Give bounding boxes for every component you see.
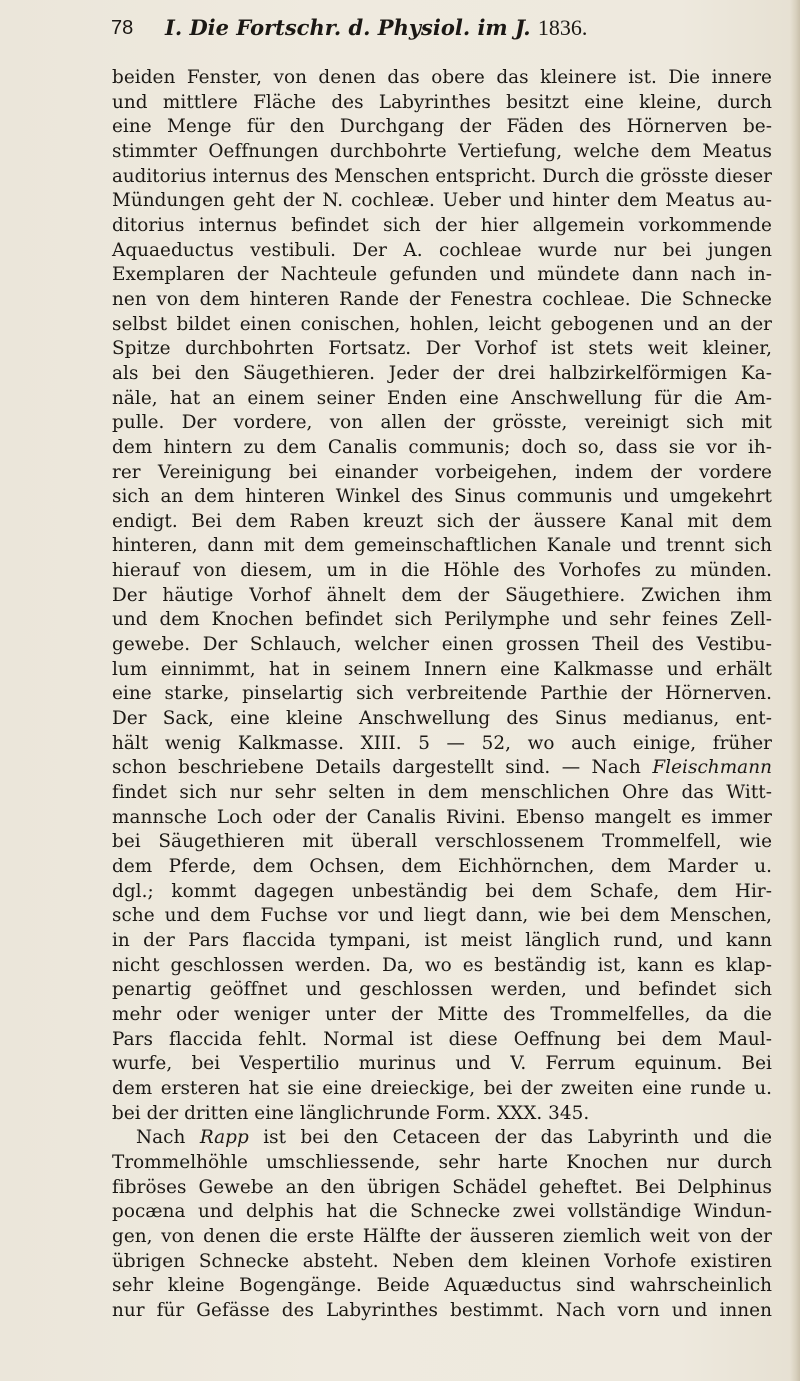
text-line: näle, hat an einem seiner Enden eine Anschwellung für die Am- — [112, 387, 772, 409]
text-line: beiden Fenster, von denen das obere das kleinere ist. Die innere — [112, 67, 772, 88]
text-line: wurfe, bei Vespertilio murinus und V. Ferrum equinum. Bei — [112, 1053, 772, 1075]
text-line: gen, von denen die erste Hälfte der äusseren ziemlich weit von der — [112, 1225, 772, 1247]
text-line: bei Säugethieren mit überall verschlossenem Trommelfell, wie — [112, 831, 772, 853]
text-line: pocæna und delphis hat die Schnecke zwei vollständige Windun- — [112, 1201, 772, 1223]
text-line: Mündungen geht der N. cochleæ. Ueber und hinter dem Meatus au- — [112, 190, 772, 212]
text-line: dgl.; kommt dagegen unbeständig bei dem Schafe, dem Hir- — [112, 880, 772, 902]
running-title-year: 1836. — [537, 15, 588, 40]
text-line: hält wenig Kalkmasse. XIII. 5 — 52, wo auch einige, früher — [112, 732, 772, 754]
text-line: sich an dem hinteren Winkel des Sinus communis und umgekehrt — [112, 486, 772, 508]
running-title — [165, 6, 587, 50]
text-line: bei der dritten eine länglichrunde Form. XXX. 345. — [112, 1102, 590, 1124]
text-line: übrigen Schnecke absteht. Neben dem kleinen Vorhofe existiren — [112, 1250, 772, 1272]
text-line: sehr kleine Bogengänge. Beide Aquæductus sind wahrscheinlich — [112, 1275, 772, 1297]
text-line: und mittlere Fläche des Labyrinthes besitzt eine kleine, durch — [112, 91, 772, 113]
text-line: fibröses Gewebe an den übrigen Schädel geheftet. Bei Delphinus — [112, 1176, 772, 1198]
text-line: Spitze durchbohrten Fortsatz. Der Vorhof ist stets weit kleiner, — [112, 338, 772, 360]
text-line: nicht geschlossen werden. Da, wo es beständig ist, kann es klap- — [112, 954, 772, 976]
text-line: nen von dem hinteren Rande der Fenestra cochleae. Die Schnecke — [112, 288, 772, 310]
text-line: stimmter Oeffnungen durchbohrte Vertiefung, welche dem Meatus — [112, 140, 772, 162]
text-line: lum einnimmt, hat in seinem Innern eine Kalkmasse und erhält — [112, 658, 772, 680]
page-edge-shadow — [790, 0, 800, 1381]
text-line: Der Sack, eine kleine Anschwellung des Sinus medianus, ent- — [112, 708, 772, 730]
text-line: eine starke, pinselartig sich verbreitende Parthie der Hörnerven. — [112, 683, 772, 705]
text-line: sche und dem Fuchse vor und liegt dann, wie bei dem Menschen, — [112, 905, 772, 927]
text-line: pulle. Der vordere, von allen der grösste, vereinigt sich mit — [112, 412, 772, 434]
text-line: in der Pars flaccida tympani, ist meist länglich rund, und kann — [112, 929, 772, 951]
running-title-text: I. Die Fortschr. d. Physiol. im J. — [165, 15, 531, 40]
text-line: penartig geöffnet und geschlossen werden, und befindet sich — [112, 979, 772, 1001]
text-line: Exemplaren der Nachteule gefunden und mündete dann nach in- — [112, 264, 772, 286]
body-text — [112, 66, 772, 1323]
text-line: ditorius internus befindet sich der hier allgemein vorkommende — [112, 214, 772, 236]
text-line: findet sich nur sehr selten in dem menschlichen Ohre das Witt- — [112, 782, 772, 804]
text-line: nur für Gefässe des Labyrinthes bestimmt. Nach vorn und innen — [112, 1299, 772, 1321]
text-line: Der häutige Vorhof ähnelt dem der Säugethiere. Zwichen ihm — [112, 584, 772, 606]
page-header — [111, 6, 751, 50]
text-line: mannsche Loch oder der Canalis Rivini. Ebenso mangelt es immer — [112, 806, 772, 828]
text-line: dem ersteren hat sie eine dreieckige, bei der zweiten eine runde u. — [112, 1077, 772, 1099]
text-line: gewebe. Der Schlauch, welcher einen grossen Theil des Vestibu- — [112, 634, 772, 656]
text-line: Nach Rapp ist bei den Cetaceen der das Labyrinth und die — [136, 1127, 772, 1149]
text-line: dem hintern zu dem Canalis communis; doch so, dass sie vor ih- — [112, 436, 772, 458]
text-line: endigt. Bei dem Raben kreuzt sich der äussere Kanal mit dem — [112, 510, 772, 532]
text-line: hierauf von diesem, um in die Höhle des Vorhofes zu münden. — [112, 560, 772, 582]
author-name: Fleischmann — [652, 757, 772, 779]
text-line: Pars flaccida fehlt. Normal ist diese Oeffnung bei dem Maul- — [112, 1028, 772, 1050]
page-number: 78 — [111, 17, 134, 39]
text-line: auditorius internus des Menschen entspricht. Durch die grösste dieser — [112, 165, 772, 187]
text-line: als bei den Säugethieren. Jeder der drei halbzirkelförmigen Ka- — [112, 362, 772, 384]
text-line: rer Vereinigung bei einander vorbeigehen, indem der vordere — [112, 461, 772, 483]
text-line: Trommelhöhle umschliessende, sehr harte Knochen nur durch — [112, 1151, 772, 1173]
text-line: schon beschriebene Details dargestellt sind. — Nach Fleischmann — [112, 757, 772, 779]
text-line: mehr oder weniger unter der Mitte des Trommelfelles, da die — [112, 1003, 772, 1025]
text-line: Aquaeductus vestibuli. Der A. cochleae wurde nur bei jungen — [112, 239, 772, 261]
text-line: eine Menge für den Durchgang der Fäden des Hörnerven be- — [112, 116, 772, 138]
text-line: hinteren, dann mit dem gemeinschaftlichen Kanale und trennt sich — [112, 535, 772, 557]
text-line: dem Pferde, dem Ochsen, dem Eichhörnchen, dem Marder u. — [112, 856, 772, 877]
text-line: und dem Knochen befindet sich Perilymphe und sehr feines Zell- — [112, 609, 772, 631]
author-name: Rapp — [199, 1127, 249, 1149]
text-line: selbst bildet einen conischen, hohlen, leicht gebogenen und an der — [112, 313, 772, 335]
